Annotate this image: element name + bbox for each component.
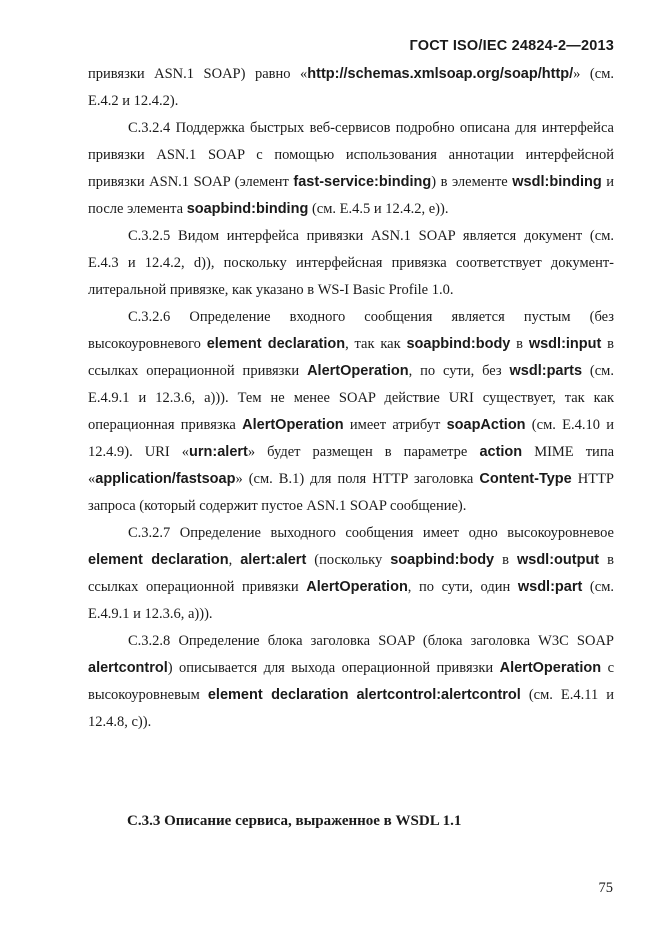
section-heading: C.3.3 Описание сервиса, выраженное в WSDL 1.1 (127, 813, 462, 829)
paragraph-c328: C.3.2.8 Определение блока заголовка SOAP (блока заголовка W3C SOAP alertcontrol) описывается для выхода операционной привязки AlertOperation с высокоуровневым element declaration alertcontrol:alertcontrol (см. E.4.11 и 12.4.8, c)). (88, 633, 615, 730)
paragraph-continuation: привязки ASN.1 SOAP) равно «http://schemas.xmlsoap.org/soap/http/» (см. E.4.2 и 12.4.2). (88, 66, 614, 109)
document-body (88, 61, 614, 736)
paragraph-c324: C.3.2.4 Поддержка быстрых веб-сервисов подробно описана для интерфейса привязки ASN.1 SOAP с помощью использования аннотации интерфейсной привязки ASN.1 SOAP (элемент fast-service:binding) в элементе wsdl:binding и после элемента soapbind:binding (см. E.4.5 и 12.4.2, e)). (88, 120, 614, 217)
paragraph-c325: C.3.2.5 Видом интерфейса привязки ASN.1 SOAP является документ (см. E.4.3 и 12.4.2, d)), поскольку интерфейсная привязка соответствует документ-литеральной привязке, как указано в WS-I Basic Profile 1.0. (88, 228, 614, 298)
paragraph-c327: C.3.2.7 Определение выходного сообщения имеет одно высокоуровневое element declaration, alert:alert (поскольку soapbind:body в wsdl:output в ссылках операционной привязки AlertOperation, по сути, один wsdl:part (см. E.4.9.1 и 12.3.6, a))). (88, 525, 614, 622)
paragraph-c326: C.3.2.6 Определение входного сообщения является пустым (без высокоуровневого element declaration, так как soapbind:body в wsdl:input в ссылках операционной привязки AlertOperation, по сути, без wsdl:parts (см. E.4.9.1 и 12.3.6, a))). Тем не менее SOAP действие URI существует, так как операционная привязка AlertOperation имеет атрибут soapAction (см. E.4.10 и 12.4.9). URI «urn:alert» будет размещен в параметре action MIME типа «application/fastsoap» (см. B.1) для поля HTTP заголовка Content-Type HTTP запроса (который содержит пустое ASN.1 SOAP сообщение). (88, 309, 615, 514)
document-header: ГОСТ ISO/IEC 24824-2—2013 (409, 38, 614, 54)
page-number: 75 (598, 880, 613, 896)
